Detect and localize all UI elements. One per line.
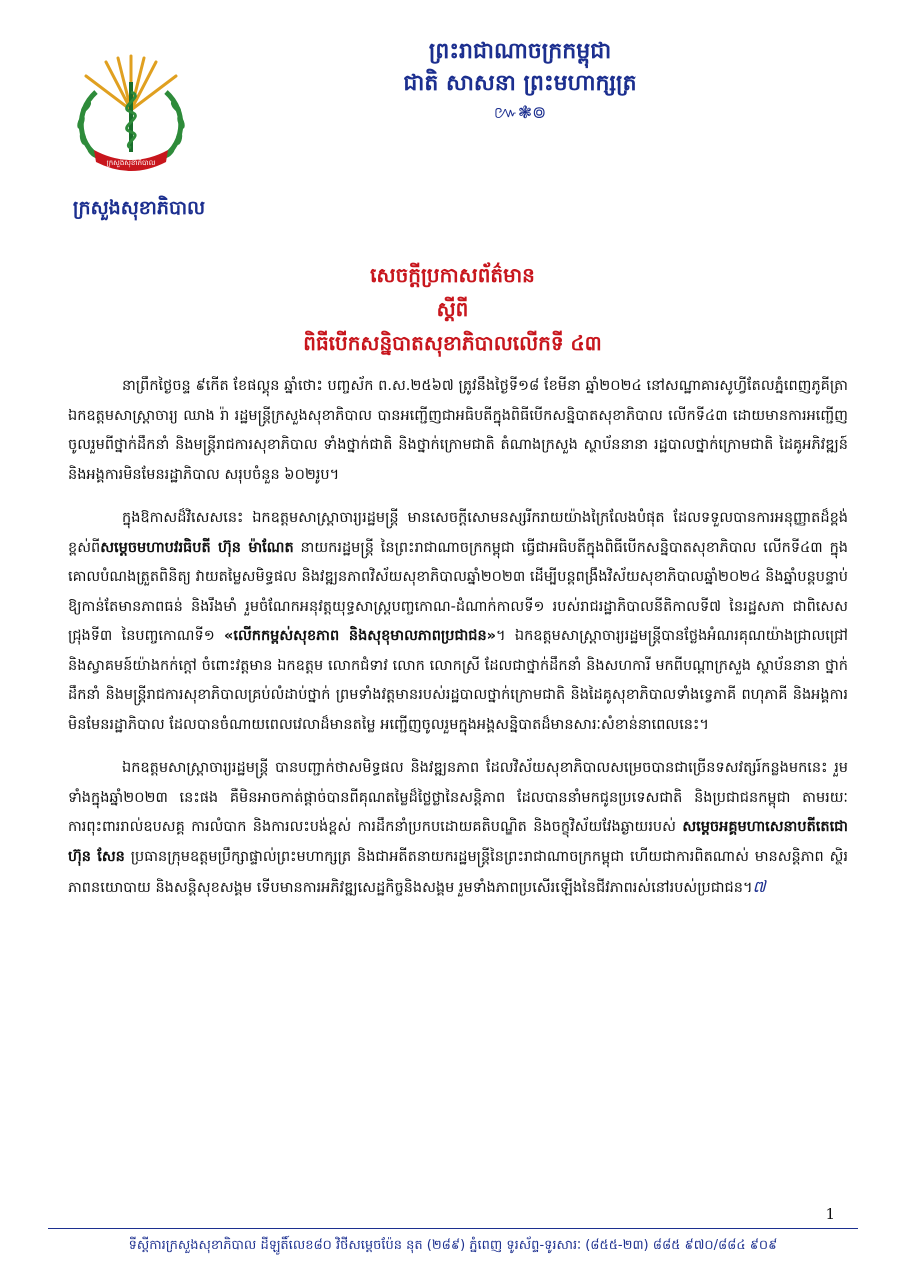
p3-leader-name: សម្តេចអគ្គមហាសេនាបតីតេជោ ហ៊ុន សែន	[68, 819, 848, 865]
p2-slogan: «លើកកម្ពស់សុខភាព និងសុខុមាលភាពប្រជាជន»	[223, 628, 497, 644]
title-press-release: សេចក្តីប្រកាសព័ត៌មាន	[370, 263, 535, 287]
p2-text-e: ។ ឯកឧត្តមសាស្ត្រាចារ្យរដ្ឋមន្ត្រីបានថ្លែងអំណរគុណយ៉ាងជ្រាលជ្រៅ និងស្វាគមន៍យ៉ាងកក់ក្តៅ ចំពោះវត្តមាន ឯកឧត្តម លោកជំទាវ លោក លោកស្រី ដែលជាថ្នាក់ដឹកនាំ និងសហការី មកពីបណ្តាក្រសួង ស្ថាប័ននានា ថ្នាក់ដឹកនាំ និងមន្ត្រីរាជការសុខាភិបាលគ្រប់លំដាប់ថ្នាក់ ព្រមទាំងវត្តមានរបស់រដ្ឋបាលថ្នាក់ក្រោមជាតិ និងដៃគូសុខាភិបាលទាំងទ្វេភាគី ពហុភាគី និងអង្គការមិនមែនរដ្ឋាភិបាល ដែលបានចំណាយពេលវេលាដ៏មានតម្លៃ អញ្ជើញចូលរួមក្នុងអង្គសន្និបាតដ៏មានសារៈសំខាន់នាពេលនេះ។	[68, 628, 848, 733]
paragraph-1: នាព្រឹកថ្ងៃចន្ទ ៩កើត ខែផល្គុន ឆ្នាំថោះ បញ្ចស័ក ព.ស.២៥៦៧ ត្រូវនឹងថ្ងៃទី១៨ ខែមីនា ឆ្នាំ២០២៤ នៅសណ្ឋាគារសូហ្វីតែលភ្នំពេញភូគីត្រា ឯកឧត្តមសាស្ត្រាចារ្យ ឈាង រ៉ា រដ្ឋមន្ត្រីក្រសួងសុខាភិបាល បានអញ្ជើញជាអធិបតីក្នុងពិធីបើកសន្និបាតសុខាភិបាល លើកទី៤៣ ដោយមានការអញ្ជើញចូលរួមពីថ្នាក់ដឹកនាំ និងមន្ត្រីរាជការសុខាភិបាល ទាំងថ្នាក់ជាតិ និងថ្នាក់ក្រោមជាតិ តំណាងក្រសួង ស្ថាប័ននានា រដ្ឋបាលថ្នាក់ក្រោមជាតិ ដៃគូអភិវឌ្ឍន៍ និងអង្គការមិនមែនរដ្ឋាភិបាល សរុបចំនួន ៦០២រូប។	[68, 378, 848, 483]
footer-divider	[48, 1228, 858, 1229]
paragraph-2	[68, 504, 848, 740]
initials-mark: ៧	[752, 877, 766, 896]
p3-text-c: ប្រធានក្រុមឧត្តមប្រឹក្សាផ្ទាល់ព្រះមហាក្សត្រ និងជាអតីតនាយករដ្ឋមន្ត្រីនៃព្រះរាជាណាចក្រកម្ពុជា ហើយជាការពិតណាស់ មានសន្តិភាព ស្ថិរភាពនយោបាយ និងសន្តិសុខសង្គម ទើបមានការអភិវឌ្ឍសេដ្ឋកិច្ចនិងសង្គម រួមទាំងភាពប្រសើរឡើងនៃជីវភាពរស់នៅរបស់ប្រជាជន។	[68, 848, 848, 896]
footer-address: ទីស្តីការក្រសួងសុខាភិបាល ដីឡូតិ៍លេខ៨០ វិថីសម្តេចប៉ែន នុត (២៨៩) ភ្នំពេញ ទូរស័ព្ទ-ទូរសារៈ (៨៥៥-២៣) ៨៨៥ ៩៧០/៨៨៤ ៩០៩	[128, 1238, 778, 1253]
paragraph-3	[68, 754, 848, 904]
p2-text-a: ក្នុងឱកាសដ៏វិសេសនេះ ឯកឧត្តមសាស្ត្រាចារ្យរដ្ឋមន្ត្រី មានសេចក្តីសោមនស្សរីករាយយ៉ាងក្រៃលែងបំផុត ដែលទទួលបានការអនុញ្ញាតដ៏ខ្ពង់ខ្ពស់ពី	[68, 510, 848, 556]
p3-text-a: ឯកឧត្តមសាស្ត្រាចារ្យរដ្ឋមន្ត្រី បានបញ្ជាក់ថាសមិទ្ធផល និងវឌ្ឍនភាព ដែលវិស័យសុខាភិបាលសម្រេចបានជាច្រើនទសវត្សរ៍កន្លងមកនេះ រួមទាំងក្នុងឆ្នាំ២០២៣ នេះផង គឺមិនអាចកាត់ផ្តាច់បានពីគុណតម្លៃដ៏ថ្លៃថ្លានៃសន្តិភាព ដែលបាននាំមកជូនប្រទេសជាតិ និងប្រជាជនកម្ពុជា តាមរយៈការពុះពាររាល់ឧបសគ្គ ការលំបាក និងការលះបង់ខ្ពស់ ការដឹកនាំប្រកបដោយគតិបណ្ឌិត និងចក្ខុវិស័យវែងឆ្ងាយរបស់	[68, 760, 848, 835]
title-subject: ពិធីបើកសន្និបាតសុខាភិបាលលើកទី ៤៣	[303, 331, 602, 355]
ornament-divider: ៚❃៙	[493, 103, 547, 123]
motto-nation-religion-king: ជាតិ សាសនា ព្រះមហាក្សត្រ	[403, 71, 637, 96]
ministry-logo	[66, 52, 196, 180]
ministry-name: ក្រសួងសុខាភិបាល	[72, 197, 206, 219]
page-number: 1	[825, 1205, 835, 1223]
motto-kingdom: ព្រះរាជាណាចក្រកម្ពុជា	[428, 39, 612, 64]
document-title	[140, 258, 765, 360]
national-motto	[300, 36, 740, 124]
logo-ribbon-text: ក្រសួងសុខាភិបាល	[106, 159, 156, 167]
p2-pm-name: សម្តេចមហាបវរធិបតី ហ៊ុន ម៉ាណែត	[100, 539, 294, 556]
document-body	[68, 372, 848, 918]
title-regarding: ស្តីពី	[436, 297, 469, 321]
p2-text-c: នាយករដ្ឋមន្ត្រី នៃព្រះរាជាណាចក្រកម្ពុជា ធ្វើជាអធិបតីក្នុងពិធីបើកសន្និបាតសុខាភិបាល លើកទី៤៣ ក្នុងគោលបំណងត្រួតពិនិត្យ វាយតម្លៃសមិទ្ធផល និងវឌ្ឍនភាពវិស័យសុខាភិបាលឆ្នាំ២០២៣ ដើម្បីបន្តពង្រឹងវិស័យសុខាភិបាលឆ្នាំ២០២៤ និងឆ្នាំបន្តបន្ទាប់ ឱ្យកាន់តែមានភាពធន់ និងរឹងមាំ រួមចំណែកអនុវត្តយុទ្ធសាស្ត្របញ្ចកោណ-ដំណាក់កាលទី១ របស់រាជរដ្ឋាភិបាលនីតិកាលទី៧ នៃរដ្ឋសភា ជាពិសេសជ្រុងទី៣ នៃបញ្ចកោណទី១	[68, 539, 848, 644]
